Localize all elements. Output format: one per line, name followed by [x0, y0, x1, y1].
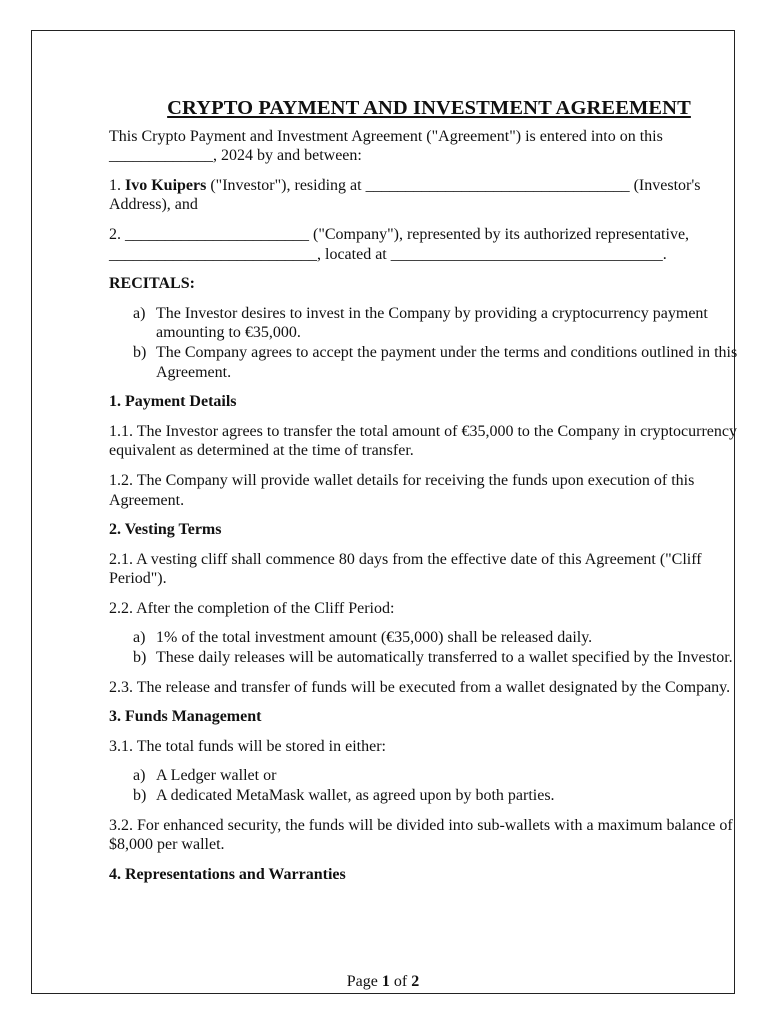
list-item-text: 1% of the total investment amount (€35,000) shall be released daily.: [156, 629, 593, 647]
current-page-number: 1: [381, 973, 390, 990]
list-item: [109, 648, 749, 668]
clause-1-1: 1.1. The Investor agrees to transfer the total amount of €35,000 to the Company in cryptocurrency equivalent as determined at the time of transfer.: [109, 422, 737, 460]
clause-2-3: 2.3. The release and transfer of funds will be executed from a wallet designated by the Company.: [109, 678, 731, 696]
document-page: [31, 30, 738, 994]
list-item-text: A Ledger wallet or: [156, 767, 277, 785]
party-2-paragraph: 2. _______________________ ("Company"), represented by its authorized representative, __________________________, located at __________________________________.: [109, 225, 690, 263]
vesting-list: [109, 628, 749, 667]
page-number-footer: [32, 973, 734, 991]
clause-2-1: 2.1. A vesting cliff shall commence 80 days from the effective date of this Agreement ("Cliff Period").: [109, 550, 702, 588]
clause-3-2: 3.2. For enhanced security, the funds will be divided into sub-wallets with a maximum balance of $8,000 per wallet.: [109, 816, 733, 854]
list-item: [109, 766, 749, 786]
list-item-text: A dedicated MetaMask wallet, as agreed upon by both parties.: [156, 787, 555, 805]
party-1-number: 1.: [109, 176, 125, 194]
page-of-label: of: [389, 973, 412, 990]
section-4-heading: 4. Representations and Warranties: [109, 865, 346, 883]
recitals-list: [109, 304, 749, 382]
list-item-text: The Investor desires to invest in the Company by providing a cryptocurrency payment amounting to €35,000.: [156, 304, 708, 342]
list-item-text: These daily releases will be automatically transferred to a wallet specified by the Investor.: [156, 649, 733, 667]
section-2-heading: 2. Vesting Terms: [109, 521, 222, 539]
list-marker: a): [133, 629, 146, 647]
list-item: [109, 628, 749, 648]
intro-paragraph: This Crypto Payment and Investment Agreement ("Agreement") is entered into on this _____________, 2024 by and between:: [109, 127, 663, 165]
clause-1-2: 1.2. The Company will provide wallet details for receiving the funds upon execution of this Agreement.: [109, 471, 695, 509]
investor-name: Ivo Kuipers: [125, 176, 207, 194]
list-marker: b): [133, 649, 147, 667]
recitals-heading: RECITALS:: [109, 275, 195, 293]
total-pages-number: 2: [411, 973, 420, 990]
list-item-text: The Company agrees to accept the payment under the terms and conditions outlined in this Agreement.: [156, 343, 738, 381]
list-marker: b): [133, 787, 147, 805]
list-marker: b): [133, 343, 147, 361]
list-item: [109, 786, 749, 806]
list-item: [109, 304, 749, 343]
clause-2-2: 2.2. After the completion of the Cliff Period:: [109, 599, 395, 617]
section-1-heading: 1. Payment Details: [109, 393, 237, 411]
list-item: [109, 343, 749, 382]
document-title: CRYPTO PAYMENT AND INVESTMENT AGREEMENT: [167, 97, 691, 119]
wallet-options-list: [109, 766, 749, 805]
party-1-paragraph: [109, 176, 749, 215]
party-1-details: ("Investor"), residing at _________________________________ (Investor's Address), and: [109, 176, 701, 214]
list-marker: a): [133, 767, 146, 785]
section-3-heading: 3. Funds Management: [109, 708, 262, 726]
clause-3-1: 3.1. The total funds will be stored in either:: [109, 737, 386, 755]
document-body: [109, 99, 749, 894]
page-label: Page: [346, 973, 382, 990]
list-marker: a): [133, 304, 146, 322]
